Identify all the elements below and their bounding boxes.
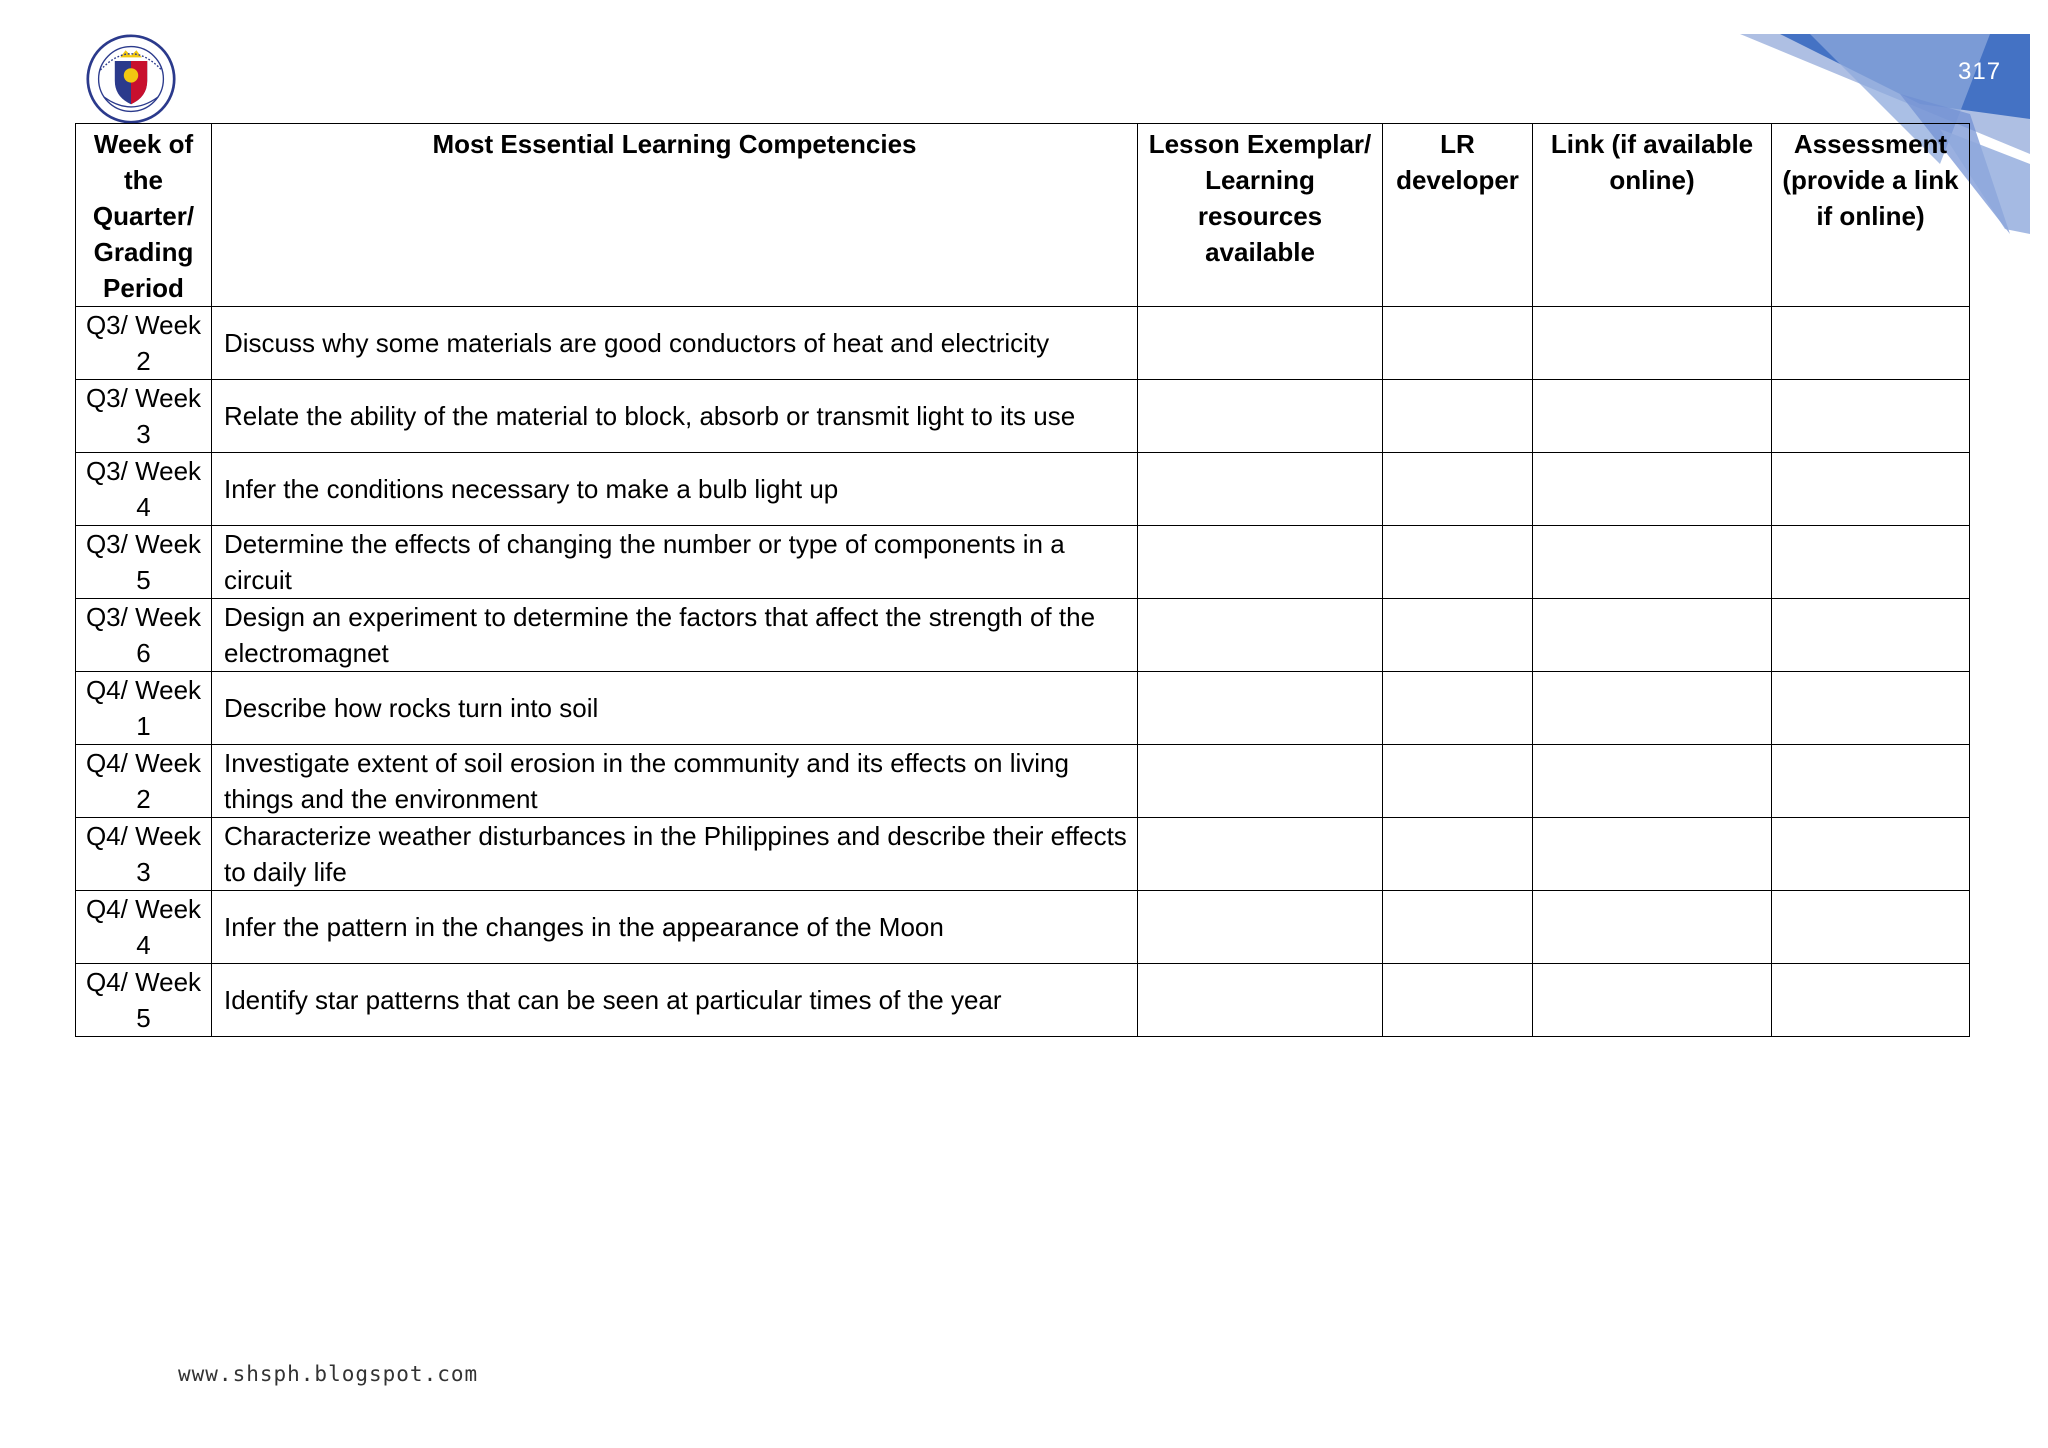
assessment-cell [1772,526,1970,599]
assessment-cell [1772,964,1970,1037]
lesson-exemplar-cell [1138,818,1383,891]
table-row [76,745,1970,818]
lr-developer-cell [1383,745,1533,818]
assessment-cell [1772,745,1970,818]
competency-cell: Infer the pattern in the changes in the appearance of the Moon [212,891,1138,964]
link-cell [1533,964,1772,1037]
column-header-competencies: Most Essential Learning Competencies [212,124,1138,307]
table-row [76,964,1970,1037]
competency-cell: Relate the ability of the material to block, absorb or transmit light to its use [212,380,1138,453]
competencies-table [75,123,1970,1037]
link-cell [1533,891,1772,964]
table-header-row [76,124,1970,307]
lesson-exemplar-cell [1138,891,1383,964]
competency-cell: Describe how rocks turn into soil [212,672,1138,745]
lesson-exemplar-cell [1138,526,1383,599]
lr-developer-cell [1383,380,1533,453]
competency-cell: Infer the conditions necessary to make a bulb light up [212,453,1138,526]
lr-developer-cell [1383,599,1533,672]
footer-url: www.shsph.blogspot.com [178,1362,479,1386]
assessment-cell [1772,891,1970,964]
table-row [76,380,1970,453]
competency-cell: Investigate extent of soil erosion in the community and its effects on living things and the environment [212,745,1138,818]
table-row [76,526,1970,599]
competency-cell: Characterize weather disturbances in the Philippines and describe their effects to daily life [212,818,1138,891]
table-row [76,818,1970,891]
assessment-cell [1772,453,1970,526]
lesson-exemplar-cell [1138,745,1383,818]
lr-developer-cell [1383,453,1533,526]
link-cell [1533,453,1772,526]
week-cell: Q4/ Week 1 [76,672,212,745]
week-cell: Q3/ Week 6 [76,599,212,672]
link-cell [1533,599,1772,672]
week-cell: Q3/ Week 4 [76,453,212,526]
column-header-assessment: Assessment (provide a link if online) [1772,124,1970,307]
table-row [76,307,1970,380]
lr-developer-cell [1383,672,1533,745]
lr-developer-cell [1383,307,1533,380]
assessment-cell [1772,380,1970,453]
assessment-cell [1772,599,1970,672]
lr-developer-cell [1383,818,1533,891]
competency-cell: Identify star patterns that can be seen at particular times of the year [212,964,1138,1037]
assessment-cell [1772,818,1970,891]
lesson-exemplar-cell [1138,964,1383,1037]
week-cell: Q3/ Week 5 [76,526,212,599]
week-cell: Q3/ Week 2 [76,307,212,380]
lesson-exemplar-cell [1138,380,1383,453]
lesson-exemplar-cell [1138,307,1383,380]
competency-cell: Determine the effects of changing the number or type of components in a circuit [212,526,1138,599]
page-number: 317 [1958,58,2002,85]
assessment-cell [1772,672,1970,745]
assessment-cell [1772,307,1970,380]
lesson-exemplar-cell [1138,599,1383,672]
week-cell: Q4/ Week 3 [76,818,212,891]
column-header-lesson-exemplar: Lesson Exemplar/ Learning resources available [1138,124,1383,307]
link-cell [1533,672,1772,745]
lr-developer-cell [1383,964,1533,1037]
deped-seal-logo [86,34,176,124]
table-row [76,891,1970,964]
table-row [76,453,1970,526]
lr-developer-cell [1383,526,1533,599]
link-cell [1533,307,1772,380]
lr-developer-cell [1383,891,1533,964]
week-cell: Q4/ Week 4 [76,891,212,964]
link-cell [1533,380,1772,453]
table-row [76,599,1970,672]
column-header-week: Week of the Quarter/ Grading Period [76,124,212,307]
table-row [76,672,1970,745]
week-cell: Q4/ Week 5 [76,964,212,1037]
week-cell: Q3/ Week 3 [76,380,212,453]
lesson-exemplar-cell [1138,453,1383,526]
column-header-lr-developer: LR developer [1383,124,1533,307]
link-cell [1533,526,1772,599]
week-cell: Q4/ Week 2 [76,745,212,818]
link-cell [1533,818,1772,891]
competency-cell: Discuss why some materials are good conductors of heat and electricity [212,307,1138,380]
competency-cell: Design an experiment to determine the factors that affect the strength of the electromagnet [212,599,1138,672]
column-header-link: Link (if available online) [1533,124,1772,307]
lesson-exemplar-cell [1138,672,1383,745]
link-cell [1533,745,1772,818]
